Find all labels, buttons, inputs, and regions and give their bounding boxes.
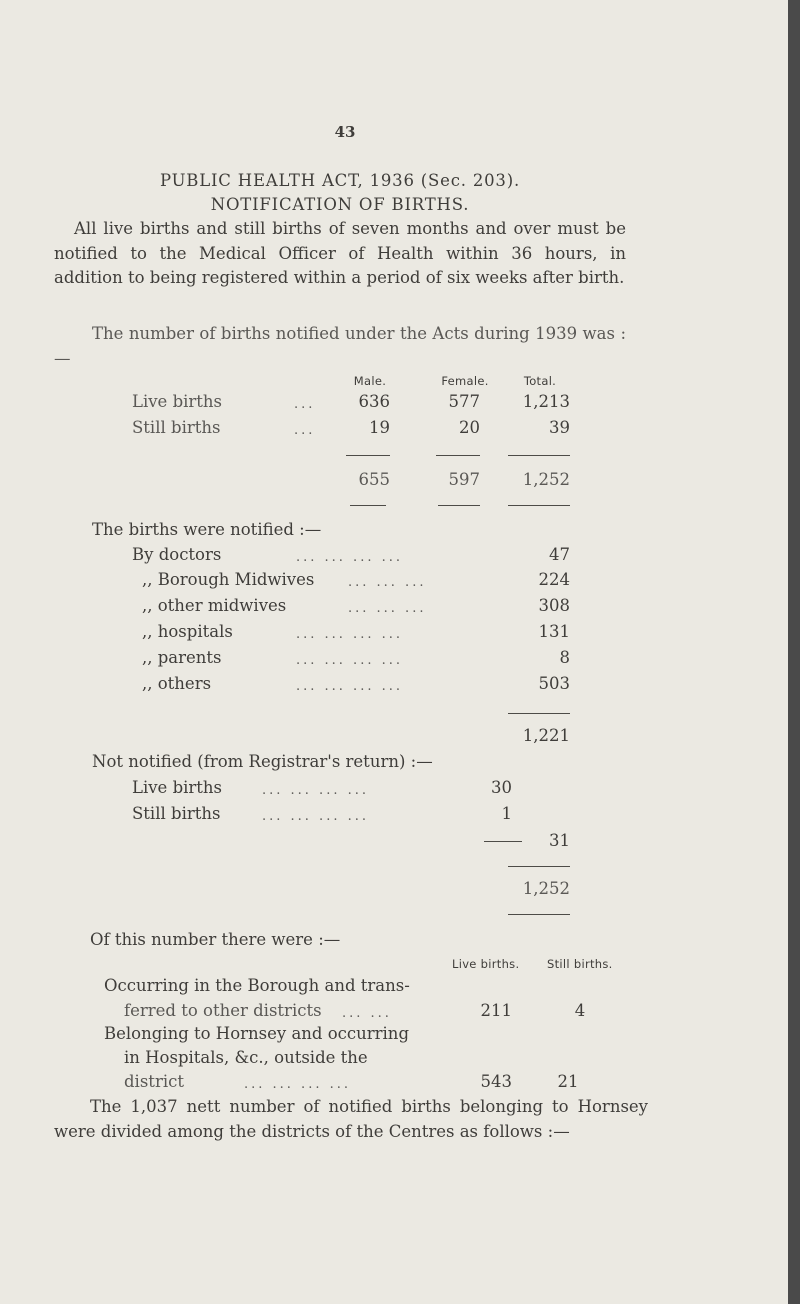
item-label: ,, Borough Midwives: [142, 570, 315, 589]
still-value: 21: [557, 1072, 579, 1091]
female-value: 20: [459, 418, 480, 437]
item-value: 8: [559, 648, 570, 667]
of-this-intro: Of this number there were :—: [90, 930, 341, 949]
total-value: 39: [549, 418, 570, 437]
leader-dots: ... ... ... ...: [262, 783, 369, 798]
item-label: ,, others: [142, 674, 212, 693]
item-value: 47: [549, 545, 570, 564]
male-total: 655: [358, 470, 390, 489]
item-label: Still births: [132, 804, 221, 823]
page-heading: PUBLIC HEALTH ACT, 1936 (Sec. 203).: [159, 171, 521, 190]
leader-dots: ... ... ... ...: [296, 627, 403, 642]
divider-rule: [508, 866, 570, 867]
number-intro-paragraph: The number of births notified under the Acts during 1939 was :—: [54, 324, 626, 368]
divider-rule: [346, 455, 390, 456]
row-line: in Hospitals, &c., outside the: [124, 1048, 368, 1067]
total-value: 1,213: [522, 392, 570, 411]
row-label: Still births: [132, 418, 221, 437]
row-label: Live births: [132, 392, 223, 411]
row-line: Belonging to Hornsey and occurring: [104, 1024, 410, 1043]
live-value: 211: [480, 1001, 512, 1020]
leader-dots: ...: [294, 397, 316, 412]
divider-rule: [508, 505, 570, 506]
leader-dots: ...: [294, 423, 316, 438]
closing-paragraph: The 1,037 nett number of notified births belonging to Hornsey were divided among the districts of the Centres as follows :—: [54, 1097, 648, 1141]
leader-dots: ... ... ...: [348, 575, 427, 590]
item-value: 131: [538, 622, 570, 641]
male-value: 636: [358, 392, 390, 411]
item-label: ,, parents: [142, 648, 222, 667]
leader-dots: ... ...: [342, 1006, 392, 1021]
item-value: 503: [538, 674, 570, 693]
leader-dots: ... ... ... ...: [296, 653, 403, 668]
leader-dots: ... ... ...: [348, 601, 427, 616]
header-female: Female.: [441, 374, 489, 388]
live-value: 543: [480, 1072, 512, 1091]
leader-dots: ... ... ... ...: [262, 809, 369, 824]
row-line: district: [124, 1072, 184, 1091]
item-label: ,, other midwives: [142, 596, 287, 615]
notified-intro: The births were notified :—: [92, 520, 322, 539]
not-notified-intro: Not notified (from Registrar's return) :—: [92, 752, 433, 771]
page-number: 43: [334, 123, 356, 141]
item-value: 30: [491, 778, 512, 797]
female-total: 597: [448, 470, 480, 489]
scan-edge: [788, 0, 800, 1304]
item-label: ,, hospitals: [142, 622, 233, 641]
divider-rule: [484, 841, 522, 842]
grand-total-value: 1,252: [522, 470, 570, 489]
header-live-births: Live births.: [452, 957, 520, 971]
header-male: Male.: [353, 374, 387, 388]
divider-rule: [508, 713, 570, 714]
intro-paragraph: All live births and still births of seven months and over must be notified to the Medical Officer of Health within 36 hours, in addition to being registered within a period of six weeks after birth.: [54, 219, 626, 287]
row-line: Occurring in the Borough and trans-: [104, 976, 410, 995]
header-still-births: Still births.: [547, 957, 613, 971]
divider-rule: [350, 505, 386, 506]
item-label: By doctors: [132, 545, 222, 564]
item-label: Live births: [132, 778, 223, 797]
page-subheading: NOTIFICATION OF BIRTHS.: [210, 195, 470, 214]
not-notified-sum: 31: [549, 831, 570, 850]
leader-dots: ... ... ... ...: [244, 1077, 351, 1092]
divider-rule: [438, 505, 480, 506]
row-line: ferred to other districts: [124, 1001, 322, 1020]
still-value: 4: [574, 1001, 586, 1020]
item-value: 1: [501, 804, 512, 823]
divider-rule: [508, 455, 570, 456]
male-value: 19: [369, 418, 390, 437]
grand-total: 1,252: [522, 879, 570, 898]
female-value: 577: [448, 392, 480, 411]
header-total: Total.: [523, 374, 557, 388]
item-value: 224: [538, 570, 570, 589]
leader-dots: ... ... ... ...: [296, 550, 403, 565]
divider-rule: [508, 914, 570, 915]
item-value: 308: [538, 596, 570, 615]
notified-total: 1,221: [522, 726, 570, 745]
divider-rule: [436, 455, 480, 456]
leader-dots: ... ... ... ...: [296, 679, 403, 694]
